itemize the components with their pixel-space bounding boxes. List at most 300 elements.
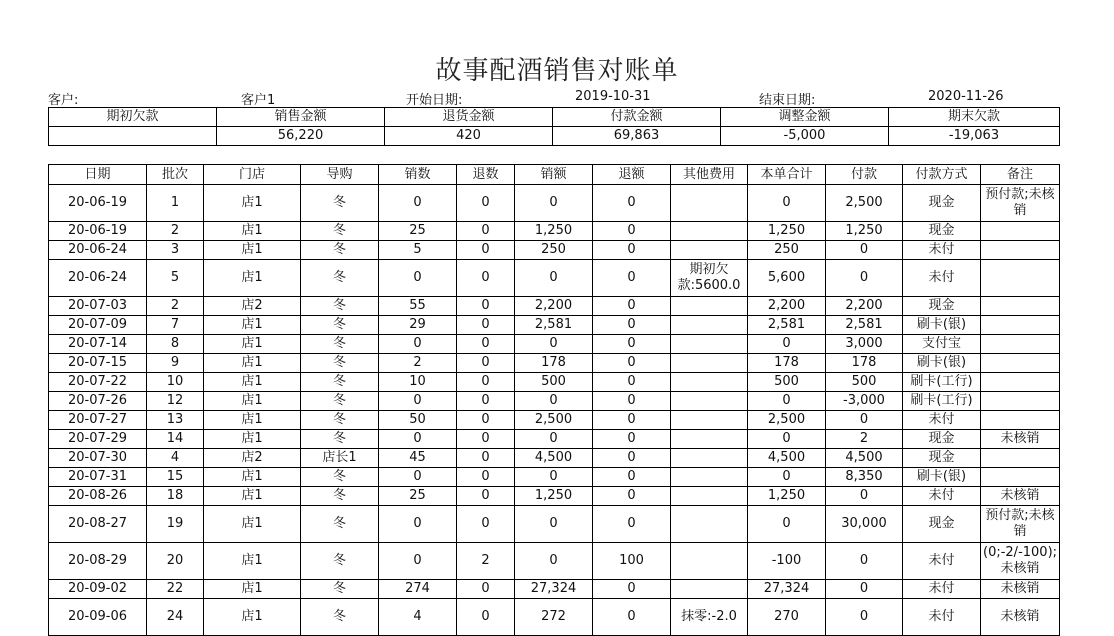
cell-sales-amount: 0 — [515, 335, 593, 354]
cell-order-total: -100 — [748, 543, 826, 580]
cell-sales-amount: 27,324 — [515, 580, 593, 599]
column-header-return-qty: 退数 — [457, 165, 515, 185]
cell-batch: 19 — [147, 506, 204, 543]
cell-sold-qty: 0 — [379, 543, 457, 580]
cell-date: 20-07-03 — [49, 297, 147, 316]
summary-header: 付款金额 — [553, 108, 721, 127]
cell-batch: 15 — [147, 468, 204, 487]
cell-payment-method: 未付 — [903, 260, 981, 297]
summary-return-amount: 420 — [385, 127, 553, 146]
cell-sales-amount: 178 — [515, 354, 593, 373]
cell-remark: 未核销 — [981, 599, 1060, 636]
cell-return-amount: 100 — [593, 543, 671, 580]
cell-other-fees — [671, 487, 748, 506]
cell-other-fees — [671, 506, 748, 543]
cell-return-qty: 0 — [457, 506, 515, 543]
cell-store: 店1 — [204, 487, 301, 506]
cell-return-qty: 0 — [457, 354, 515, 373]
cell-order-total: 1,250 — [748, 487, 826, 506]
cell-payment: 0 — [826, 543, 903, 580]
cell-payment: 178 — [826, 354, 903, 373]
cell-date: 20-07-31 — [49, 468, 147, 487]
cell-date: 20-08-26 — [49, 487, 147, 506]
cell-sold-qty: 2 — [379, 354, 457, 373]
cell-sold-qty: 25 — [379, 222, 457, 241]
cell-salesperson: 冬 — [301, 411, 379, 430]
cell-sales-amount: 2,200 — [515, 297, 593, 316]
cell-sales-amount: 4,500 — [515, 449, 593, 468]
cell-sales-amount: 0 — [515, 468, 593, 487]
summary-value-row — [49, 127, 1060, 146]
cell-payment: 8,350 — [826, 468, 903, 487]
cell-batch: 1 — [147, 185, 204, 222]
cell-store: 店1 — [204, 411, 301, 430]
cell-order-total: 1,250 — [748, 222, 826, 241]
cell-salesperson: 冬 — [301, 335, 379, 354]
summary-closing-balance: -19,063 — [889, 127, 1060, 146]
cell-return-amount: 0 — [593, 468, 671, 487]
cell-sales-amount: 272 — [515, 599, 593, 636]
cell-sold-qty: 0 — [379, 468, 457, 487]
cell-batch: 20 — [147, 543, 204, 580]
cell-date: 20-06-19 — [49, 222, 147, 241]
cell-store: 店1 — [204, 430, 301, 449]
cell-salesperson: 冬 — [301, 580, 379, 599]
end-date-label: 结束日期: — [759, 93, 816, 108]
cell-payment: -3,000 — [826, 392, 903, 411]
cell-salesperson: 冬 — [301, 487, 379, 506]
cell-batch: 3 — [147, 241, 204, 260]
cell-sales-amount: 0 — [515, 260, 593, 297]
cell-sales-amount: 1,250 — [515, 487, 593, 506]
cell-return-amount: 0 — [593, 222, 671, 241]
table-row — [49, 543, 1060, 580]
cell-salesperson: 冬 — [301, 185, 379, 222]
cell-store: 店2 — [204, 297, 301, 316]
end-date-value: 2020-11-26 — [928, 89, 1004, 104]
cell-date: 20-08-27 — [49, 506, 147, 543]
customer-label: 客户: — [48, 93, 79, 108]
cell-remark — [981, 392, 1060, 411]
cell-other-fees — [671, 411, 748, 430]
cell-sold-qty: 25 — [379, 487, 457, 506]
summary-header: 退货金额 — [385, 108, 553, 127]
table-row — [49, 297, 1060, 316]
cell-sales-amount: 2,581 — [515, 316, 593, 335]
cell-salesperson: 店长1 — [301, 449, 379, 468]
summary-table — [48, 107, 1060, 146]
cell-remark — [981, 449, 1060, 468]
cell-return-amount: 0 — [593, 411, 671, 430]
column-header-sold-qty: 销数 — [379, 165, 457, 185]
summary-sales-amount: 56,220 — [217, 127, 385, 146]
cell-other-fees — [671, 335, 748, 354]
cell-date: 20-06-24 — [49, 241, 147, 260]
cell-batch: 2 — [147, 297, 204, 316]
cell-order-total: 0 — [748, 506, 826, 543]
cell-store: 店1 — [204, 222, 301, 241]
cell-payment-method: 未付 — [903, 543, 981, 580]
cell-salesperson: 冬 — [301, 506, 379, 543]
cell-return-amount: 0 — [593, 260, 671, 297]
cell-sold-qty: 55 — [379, 297, 457, 316]
cell-remark: 未核销 — [981, 580, 1060, 599]
summary-header: 调整金额 — [721, 108, 889, 127]
cell-payment: 2 — [826, 430, 903, 449]
cell-order-total: 5,600 — [748, 260, 826, 297]
start-date-label: 开始日期: — [406, 93, 463, 108]
cell-return-amount: 0 — [593, 241, 671, 260]
cell-return-qty: 0 — [457, 373, 515, 392]
cell-order-total: 250 — [748, 241, 826, 260]
cell-other-fees — [671, 297, 748, 316]
cell-order-total: 270 — [748, 599, 826, 636]
cell-remark — [981, 297, 1060, 316]
cell-other-fees — [671, 316, 748, 335]
cell-remark — [981, 411, 1060, 430]
column-header-payment: 付款 — [826, 165, 903, 185]
cell-sold-qty: 0 — [379, 260, 457, 297]
report-title: 故事配酒销售对账单 — [435, 56, 679, 86]
cell-date: 20-09-02 — [49, 580, 147, 599]
cell-date: 20-07-14 — [49, 335, 147, 354]
table-row — [49, 487, 1060, 506]
cell-payment-method: 未付 — [903, 580, 981, 599]
table-row — [49, 185, 1060, 222]
table-row — [49, 335, 1060, 354]
cell-return-amount: 0 — [593, 580, 671, 599]
cell-sales-amount: 2,500 — [515, 411, 593, 430]
cell-order-total: 0 — [748, 185, 826, 222]
cell-date: 20-07-15 — [49, 354, 147, 373]
cell-return-qty: 0 — [457, 335, 515, 354]
cell-sales-amount: 1,250 — [515, 222, 593, 241]
cell-payment: 2,200 — [826, 297, 903, 316]
cell-sales-amount: 0 — [515, 392, 593, 411]
cell-store: 店1 — [204, 373, 301, 392]
cell-remark — [981, 241, 1060, 260]
cell-batch: 12 — [147, 392, 204, 411]
cell-sold-qty: 4 — [379, 599, 457, 636]
cell-salesperson: 冬 — [301, 316, 379, 335]
cell-store: 店1 — [204, 354, 301, 373]
cell-payment-method: 现金 — [903, 449, 981, 468]
cell-date: 20-07-30 — [49, 449, 147, 468]
cell-return-qty: 0 — [457, 185, 515, 222]
cell-sales-amount: 0 — [515, 430, 593, 449]
cell-return-qty: 0 — [457, 580, 515, 599]
cell-other-fees — [671, 185, 748, 222]
cell-other-fees — [671, 373, 748, 392]
cell-store: 店1 — [204, 185, 301, 222]
cell-remark — [981, 316, 1060, 335]
cell-payment-method: 现金 — [903, 297, 981, 316]
table-row — [49, 354, 1060, 373]
cell-sales-amount: 0 — [515, 543, 593, 580]
cell-batch: 2 — [147, 222, 204, 241]
cell-payment: 30,000 — [826, 506, 903, 543]
cell-sold-qty: 45 — [379, 449, 457, 468]
table-row — [49, 599, 1060, 636]
cell-remark — [981, 222, 1060, 241]
column-header-batch: 批次 — [147, 165, 204, 185]
cell-payment-method: 刷卡(银) — [903, 316, 981, 335]
cell-payment: 3,000 — [826, 335, 903, 354]
cell-other-fees — [671, 430, 748, 449]
cell-order-total: 4,500 — [748, 449, 826, 468]
cell-other-fees: 期初欠款:5600.0 — [671, 260, 748, 297]
cell-payment-method: 未付 — [903, 487, 981, 506]
summary-payment-amount: 69,863 — [553, 127, 721, 146]
ledger-header-row — [49, 165, 1060, 185]
summary-header-row — [49, 108, 1060, 127]
cell-other-fees — [671, 468, 748, 487]
column-header-other-fees: 其他费用 — [671, 165, 748, 185]
cell-batch: 9 — [147, 354, 204, 373]
cell-salesperson: 冬 — [301, 297, 379, 316]
cell-return-qty: 0 — [457, 316, 515, 335]
ledger-table — [48, 164, 1060, 636]
cell-payment-method: 现金 — [903, 506, 981, 543]
cell-salesperson: 冬 — [301, 354, 379, 373]
cell-remark — [981, 260, 1060, 297]
table-row — [49, 449, 1060, 468]
cell-payment: 500 — [826, 373, 903, 392]
cell-date: 20-09-06 — [49, 599, 147, 636]
cell-return-qty: 0 — [457, 449, 515, 468]
cell-store: 店1 — [204, 468, 301, 487]
cell-payment: 0 — [826, 260, 903, 297]
cell-return-qty: 0 — [457, 392, 515, 411]
cell-salesperson: 冬 — [301, 241, 379, 260]
summary-opening-balance — [49, 127, 217, 146]
cell-return-qty: 0 — [457, 222, 515, 241]
cell-date: 20-07-27 — [49, 411, 147, 430]
cell-return-amount: 0 — [593, 599, 671, 636]
summary-header: 销售金额 — [217, 108, 385, 127]
cell-sales-amount: 500 — [515, 373, 593, 392]
cell-order-total: 2,500 — [748, 411, 826, 430]
cell-date: 20-07-26 — [49, 392, 147, 411]
cell-salesperson: 冬 — [301, 543, 379, 580]
summary-adjustment-amount: -5,000 — [721, 127, 889, 146]
cell-return-qty: 0 — [457, 430, 515, 449]
summary-header: 期初欠款 — [49, 108, 217, 127]
cell-batch: 5 — [147, 260, 204, 297]
cell-order-total: 27,324 — [748, 580, 826, 599]
report-meta — [48, 89, 1058, 108]
cell-return-amount: 0 — [593, 373, 671, 392]
cell-payment: 0 — [826, 599, 903, 636]
cell-payment-method: 支付宝 — [903, 335, 981, 354]
cell-payment-method: 刷卡(银) — [903, 354, 981, 373]
cell-payment: 2,500 — [826, 185, 903, 222]
cell-store: 店1 — [204, 543, 301, 580]
cell-payment-method: 刷卡(工行) — [903, 392, 981, 411]
cell-order-total: 2,581 — [748, 316, 826, 335]
cell-store: 店1 — [204, 392, 301, 411]
cell-order-total: 0 — [748, 430, 826, 449]
cell-other-fees — [671, 580, 748, 599]
table-row — [49, 316, 1060, 335]
cell-salesperson: 冬 — [301, 599, 379, 636]
cell-return-amount: 0 — [593, 354, 671, 373]
cell-payment-method: 未付 — [903, 411, 981, 430]
cell-payment-method: 现金 — [903, 185, 981, 222]
cell-store: 店1 — [204, 599, 301, 636]
cell-payment: 4,500 — [826, 449, 903, 468]
cell-return-qty: 0 — [457, 297, 515, 316]
cell-remark — [981, 468, 1060, 487]
column-header-remark: 备注 — [981, 165, 1060, 185]
table-row — [49, 506, 1060, 543]
column-header-salesperson: 导购 — [301, 165, 379, 185]
cell-order-total: 178 — [748, 354, 826, 373]
cell-salesperson: 冬 — [301, 260, 379, 297]
cell-date: 20-07-29 — [49, 430, 147, 449]
cell-store: 店1 — [204, 241, 301, 260]
cell-other-fees — [671, 241, 748, 260]
cell-sold-qty: 0 — [379, 430, 457, 449]
cell-batch: 7 — [147, 316, 204, 335]
cell-return-qty: 0 — [457, 468, 515, 487]
cell-remark: 预付款;未核销 — [981, 185, 1060, 222]
cell-store: 店2 — [204, 449, 301, 468]
cell-return-amount: 0 — [593, 449, 671, 468]
cell-remark — [981, 335, 1060, 354]
cell-payment: 1,250 — [826, 222, 903, 241]
table-row — [49, 373, 1060, 392]
cell-store: 店1 — [204, 335, 301, 354]
cell-payment-method: 未付 — [903, 599, 981, 636]
cell-salesperson: 冬 — [301, 392, 379, 411]
cell-return-amount: 0 — [593, 297, 671, 316]
cell-return-qty: 0 — [457, 487, 515, 506]
ledger-body — [49, 185, 1060, 636]
cell-return-qty: 0 — [457, 411, 515, 430]
cell-sold-qty: 274 — [379, 580, 457, 599]
cell-store: 店1 — [204, 580, 301, 599]
cell-return-qty: 0 — [457, 599, 515, 636]
cell-return-qty: 2 — [457, 543, 515, 580]
cell-salesperson: 冬 — [301, 373, 379, 392]
cell-date: 20-06-24 — [49, 260, 147, 297]
cell-return-amount: 0 — [593, 335, 671, 354]
cell-batch: 14 — [147, 430, 204, 449]
cell-sales-amount: 250 — [515, 241, 593, 260]
cell-other-fees — [671, 449, 748, 468]
cell-order-total: 0 — [748, 335, 826, 354]
cell-payment-method: 现金 — [903, 222, 981, 241]
cell-batch: 13 — [147, 411, 204, 430]
cell-date: 20-08-29 — [49, 543, 147, 580]
cell-order-total: 0 — [748, 468, 826, 487]
cell-batch: 24 — [147, 599, 204, 636]
cell-sold-qty: 0 — [379, 335, 457, 354]
cell-other-fees — [671, 543, 748, 580]
cell-sold-qty: 0 — [379, 506, 457, 543]
cell-payment: 0 — [826, 487, 903, 506]
table-row — [49, 430, 1060, 449]
cell-batch: 8 — [147, 335, 204, 354]
cell-other-fees — [671, 222, 748, 241]
cell-date: 20-06-19 — [49, 185, 147, 222]
cell-batch: 22 — [147, 580, 204, 599]
cell-remark — [981, 373, 1060, 392]
cell-date: 20-07-22 — [49, 373, 147, 392]
cell-sold-qty: 10 — [379, 373, 457, 392]
cell-remark: 未核销 — [981, 430, 1060, 449]
cell-batch: 4 — [147, 449, 204, 468]
cell-return-amount: 0 — [593, 430, 671, 449]
start-date-value: 2019-10-31 — [575, 89, 651, 104]
cell-payment-method: 现金 — [903, 430, 981, 449]
column-header-store: 门店 — [204, 165, 301, 185]
cell-payment: 2,581 — [826, 316, 903, 335]
cell-order-total: 2,200 — [748, 297, 826, 316]
cell-return-amount: 0 — [593, 487, 671, 506]
cell-remark: 预付款;未核销 — [981, 506, 1060, 543]
table-row — [49, 411, 1060, 430]
column-header-sales-amount: 销额 — [515, 165, 593, 185]
cell-store: 店1 — [204, 506, 301, 543]
cell-payment: 0 — [826, 580, 903, 599]
cell-sold-qty: 0 — [379, 185, 457, 222]
customer-value: 客户1 — [241, 93, 276, 108]
cell-payment-method: 未付 — [903, 241, 981, 260]
cell-salesperson: 冬 — [301, 430, 379, 449]
cell-salesperson: 冬 — [301, 468, 379, 487]
cell-sales-amount: 0 — [515, 185, 593, 222]
table-row — [49, 222, 1060, 241]
cell-return-amount: 0 — [593, 316, 671, 335]
cell-return-amount: 0 — [593, 392, 671, 411]
cell-payment-method: 刷卡(工行) — [903, 373, 981, 392]
cell-batch: 10 — [147, 373, 204, 392]
cell-sales-amount: 0 — [515, 506, 593, 543]
cell-other-fees — [671, 392, 748, 411]
column-header-order-total: 本单合计 — [748, 165, 826, 185]
cell-return-qty: 0 — [457, 241, 515, 260]
table-row — [49, 241, 1060, 260]
cell-salesperson: 冬 — [301, 222, 379, 241]
cell-sold-qty: 29 — [379, 316, 457, 335]
cell-batch: 18 — [147, 487, 204, 506]
cell-sold-qty: 0 — [379, 392, 457, 411]
cell-store: 店1 — [204, 260, 301, 297]
table-row — [49, 260, 1060, 297]
cell-other-fees — [671, 354, 748, 373]
cell-order-total: 500 — [748, 373, 826, 392]
table-row — [49, 468, 1060, 487]
cell-payment: 0 — [826, 411, 903, 430]
cell-remark: 未核销 — [981, 487, 1060, 506]
cell-remark: (0;-2/-100);未核销 — [981, 543, 1060, 580]
cell-remark — [981, 354, 1060, 373]
cell-sold-qty: 50 — [379, 411, 457, 430]
cell-return-amount: 0 — [593, 185, 671, 222]
cell-payment-method: 刷卡(银) — [903, 468, 981, 487]
cell-other-fees: 抹零:-2.0 — [671, 599, 748, 636]
cell-order-total: 0 — [748, 392, 826, 411]
column-header-date: 日期 — [49, 165, 147, 185]
cell-sold-qty: 5 — [379, 241, 457, 260]
cell-store: 店1 — [204, 316, 301, 335]
cell-return-qty: 0 — [457, 260, 515, 297]
cell-return-amount: 0 — [593, 506, 671, 543]
column-header-return-amount: 退额 — [593, 165, 671, 185]
summary-header: 期末欠款 — [889, 108, 1060, 127]
